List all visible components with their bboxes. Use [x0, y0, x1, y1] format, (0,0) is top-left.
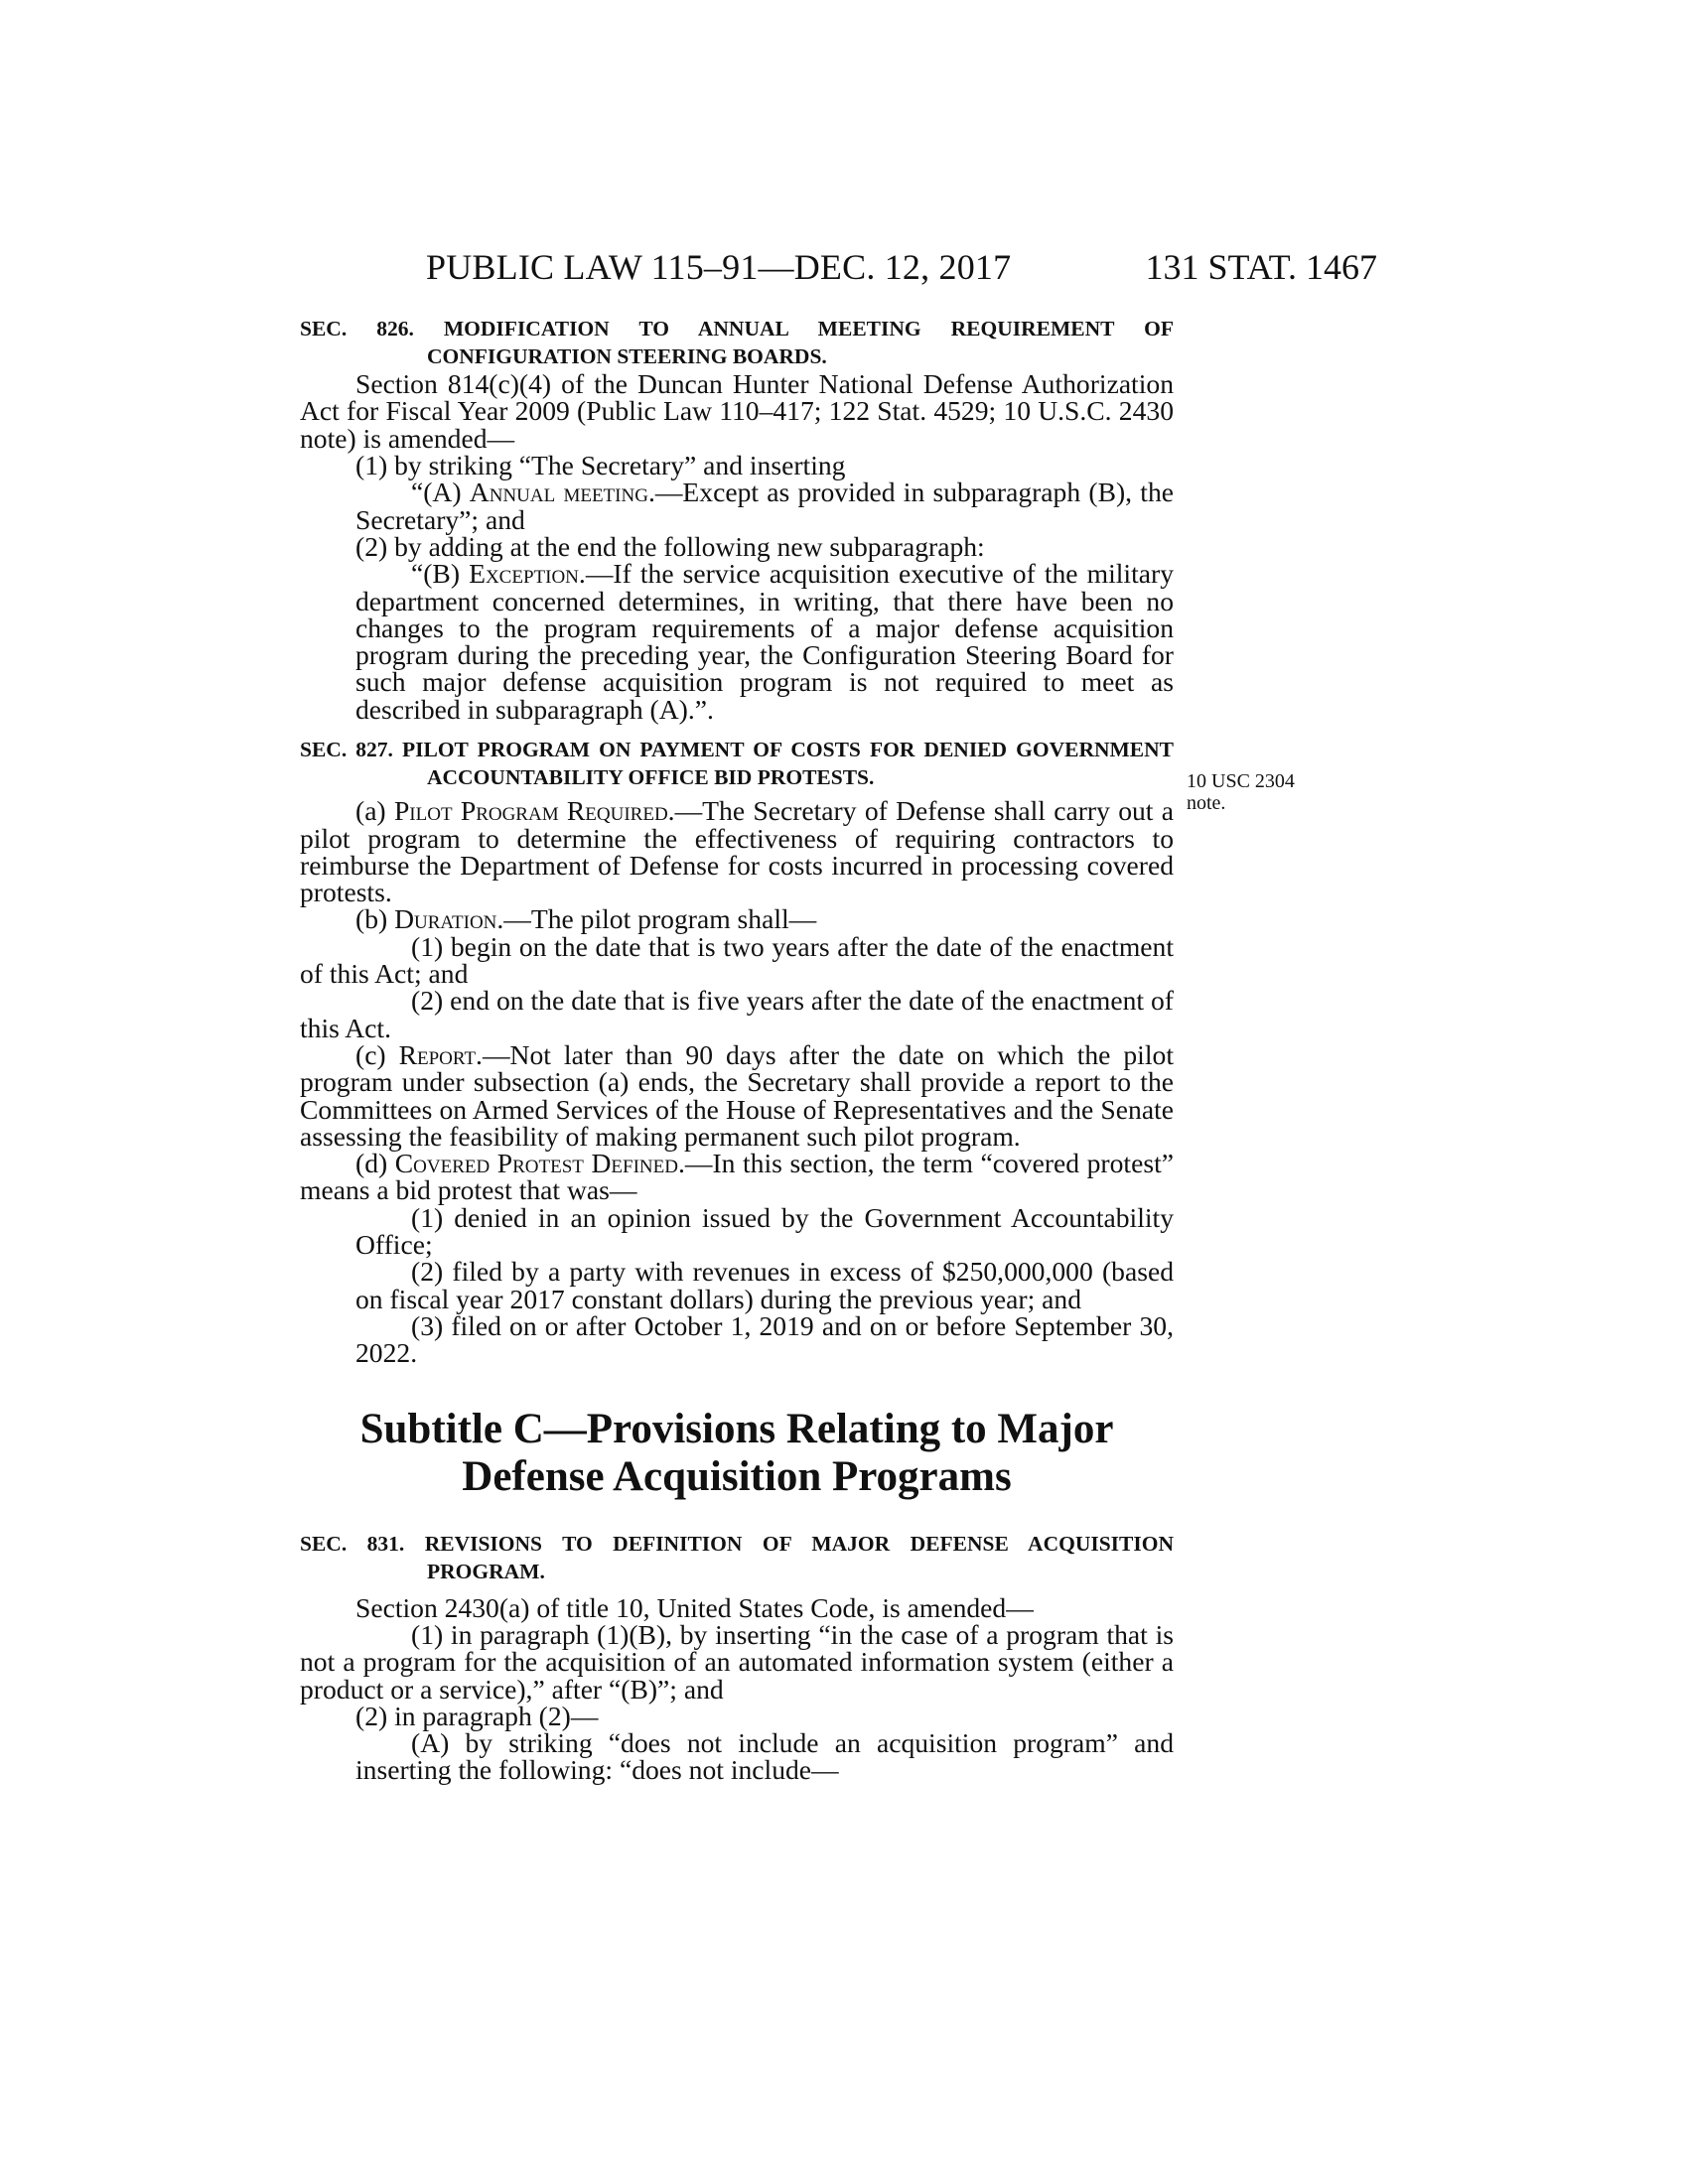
- section-826-item-2: (2) by adding at the end the following new subparagraph:: [355, 530, 985, 562]
- section-826-item-2b: “(B) Exception.—If the service acquisition executive of the military department concerned determines, in writing, that there have been no changes to the program requirements of a major defense acquisition program during the preceding year, the Configuration Steering Board for such major defense acquisition program is not required to meet as described in subparagraph (A).”.: [355, 558, 1174, 725]
- page-title: PUBLIC LAW 115–91—DEC. 12, 2017: [426, 247, 1012, 287]
- section-827-d-3: (3) filed on or after October 1, 2019 and on or before September 30, 2022.: [355, 1309, 1174, 1369]
- subtitle-line-1: Subtitle C—Provisions Relating to Major: [359, 1406, 1114, 1453]
- section-827-b-2: (2) end on the date that is five years after the date of the enactment of this Act.: [300, 985, 1174, 1043]
- section-831-item-2: (2) in paragraph (2)—: [355, 1700, 599, 1731]
- running-head: [300, 246, 1377, 286]
- section-831-item-1: (1) in paragraph (1)(B), by inserting “in the case of a program that is not a program for the acquisition of an automated information system (either a product or a service),” after “(B)”; and: [300, 1618, 1174, 1705]
- section-826-heading: SEC. 826. MODIFICATION TO ANNUAL MEETING REQUIREMENT OF CONFIGURATION STEERING BOARDS.: [300, 317, 1174, 368]
- section-827-d-1: (1) denied in an opinion issued by the Government Accountability Office;: [355, 1201, 1174, 1260]
- section-827-subsection-d: (d) Covered Protest Defined.—In this section, the term “covered protest” means a bid protest that was—: [300, 1148, 1174, 1206]
- section-827-b-1: (1) begin on the date that is two years after the date of the enactment of this Act; and: [300, 930, 1174, 990]
- section-831-intro: Section 2430(a) of title 10, United States Code, is amended—: [355, 1591, 1034, 1623]
- subtitle-heading: [300, 1406, 1174, 1501]
- margin-note: 10 USC 2304 note.: [1187, 770, 1295, 814]
- section-827-subsection-a: (a) Pilot Program Required.—The Secretary of Defense shall carry out a pilot program to determine the effectiveness of requiring contractors to reimburse the Department of Defense for costs incurred in processing covered protests.: [300, 795, 1175, 908]
- stat-page-number: 131 STAT. 1467: [1145, 247, 1377, 287]
- section-826-item-1: (1) by striking “The Secretary” and inserting: [355, 450, 846, 481]
- section-826-intro: Section 814(c)(4) of the Duncan Hunter National Defense Authorization Act for Fiscal Year 2009 (Public Law 110–417; 122 Stat. 4529; 10 U.S.C. 2430 note) is amended—: [300, 368, 1174, 454]
- section-827-heading: SEC. 827. PILOT PROGRAM ON PAYMENT OF COSTS FOR DENIED GOVERNMENT ACCOUNTABILITY OFFICE BID PROTESTS.: [300, 738, 1174, 789]
- document-body: [300, 316, 1174, 1784]
- section-827-subsection-c: (c) Report.—Not later than 90 days after the date on which the pilot program under subsection (a) ends, the Secretary shall provide a report to the Committees on Armed Services of the House of Representatives and the Senate assessing the feasibility of making permanent such pilot program.: [300, 1038, 1174, 1152]
- section-827-subsection-b: (b) Duration.—The pilot program shall—: [355, 903, 817, 935]
- section-827-d-2: (2) filed by a party with revenues in excess of $250,000,000 (based on fiscal year 2017 constant dollars) during the previous year; and: [355, 1256, 1174, 1314]
- subtitle-line-2: Defense Acquisition Programs: [462, 1453, 1012, 1501]
- section-826-item-1a: “(A) Annual meeting.—Except as provided in subparagraph (B), the Secretary”; and: [355, 477, 1175, 535]
- section-831-item-2a: (A) by striking “does not include an acquisition program” and inserting the following: “does not include—: [355, 1727, 1174, 1786]
- section-831-heading: SEC. 831. REVISIONS TO DEFINITION OF MAJOR DEFENSE ACQUISITION PROGRAM.: [300, 1532, 1174, 1584]
